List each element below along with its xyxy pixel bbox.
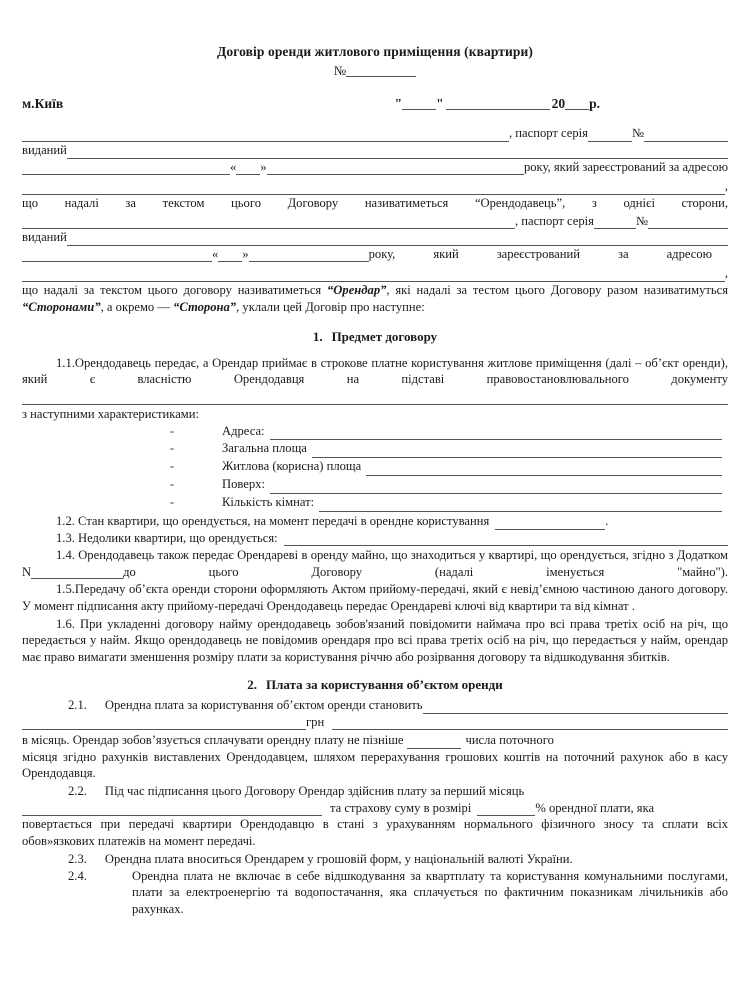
tenant-passport-series-label: , паспорт серія <box>515 213 594 228</box>
landlord-address-blank[interactable] <box>22 180 725 195</box>
number-sign-label: № <box>333 62 347 78</box>
tenant-address-blank[interactable] <box>22 267 725 282</box>
currency-label: грн <box>306 714 325 729</box>
clause-2-2-text-b: та страхову суму в розмірі <box>330 800 472 815</box>
clause-2-2-text-c: повертається при передачі квартири Орендодавцю в стані з урахуванням нормального фізичного зносу та сплати всіх обов»язкових платежів на момент передачі. <box>22 817 728 848</box>
quote-close: " <box>436 96 444 112</box>
clause-2-4-text: Орендна плата не включає в себе відшкодування за квартплату та користування комунальними послугами, плати за електроенергію та водопостачання, яка сплачується по фактичним показникам лічильників або рахунках. <box>132 868 728 916</box>
tenant-name-row <box>22 213 728 230</box>
clause-2-3-number: 2.3. <box>68 851 87 866</box>
tenant-issued-label: виданий <box>22 230 67 245</box>
landlord-issuer-blank[interactable] <box>22 163 230 175</box>
section-1-title: Предмет договору <box>331 329 438 345</box>
list-item <box>22 423 728 441</box>
tenant-sentence-pre: що надалі за текстом цього договору називатиметься <box>22 282 327 297</box>
passport-series-label: , паспорт серія <box>509 126 588 141</box>
year-blank[interactable] <box>565 109 589 110</box>
clause-2-1-line-1 <box>22 697 728 714</box>
clause-1-3-text: 1.3. Недолики квартири, що орендується: <box>56 530 278 545</box>
comma-tail: , <box>724 179 728 194</box>
char-blank-living-area[interactable] <box>366 462 722 476</box>
tenant-passport-series-blank[interactable] <box>594 217 636 229</box>
clause-1-6 <box>22 616 728 666</box>
clause-2-2-percent-blank[interactable] <box>477 804 535 816</box>
issued-label: виданий <box>22 143 67 158</box>
tenant-issued-blank[interactable] <box>67 231 728 246</box>
tenant-comma-tail: , <box>724 266 728 281</box>
tenant-issuer-blank[interactable] <box>22 250 212 262</box>
list-item <box>22 458 728 476</box>
reg-word-d: адресою <box>666 246 713 261</box>
list-item <box>22 476 728 494</box>
clause-2-2-number: 2.2. <box>68 784 87 799</box>
tenant-date-address-row <box>22 246 728 263</box>
bullet-dash: - <box>170 459 175 474</box>
tenant-month-blank[interactable] <box>249 250 369 262</box>
clause-1-4-appendix-blank[interactable] <box>31 567 123 579</box>
month-blank[interactable] <box>446 109 550 110</box>
landlord-issued-blank[interactable] <box>67 144 728 159</box>
quote-open: " <box>394 96 403 112</box>
clause-2-1-number: 2.1. <box>68 698 87 713</box>
year-suffix: р. <box>589 96 600 112</box>
landlord-month-blank[interactable] <box>267 160 524 175</box>
clause-1-2-blank[interactable] <box>495 518 605 530</box>
tenant-designation-sentence <box>22 282 728 315</box>
clause-1-5-text: 1.5.Передачу об’єкта оренди сторони оформляють Актом прийому-передачі, який є невід’ємною частиною даного договору. У момент підписання акту прийому-передачі Орендодавець передає Орендареві ключі від квартири та від кімнат . <box>22 582 728 613</box>
reg-word-b: зареєстрований <box>496 246 580 261</box>
bullet-dash: - <box>170 423 175 438</box>
tenant-day-quote-close: » <box>242 246 249 261</box>
tenant-day-blank[interactable] <box>218 250 242 262</box>
landlord-designation-sentence: що надалі за текстом цього Договору називатиметься “Орендодавець”, з однієі сторони, <box>22 195 728 210</box>
clause-2-1-text-d: місяця згідно рахунків виставлених Орендодавцем, шляхом перерахування грошових коштів на поточний рахунок або в касу Орендодавця. <box>22 749 728 781</box>
document-number-line <box>22 64 728 79</box>
tenant-sentence-post: , які надалі за тестом цього Договору <box>386 282 602 297</box>
tenant-passport-number-blank[interactable] <box>648 217 728 229</box>
char-label-address: Адреса: <box>222 423 265 438</box>
clause-1-6-text: 1.6. При укладенні договору найму орендодавець зобов'язаний повідомити наймача про всі права третіх осіб на річ, що передається у найм. Якщо орендодавець не повідомив орендаря про всі права третіх осіб на річ, що передається у найм, орендар має право вимагати зменшення розміру плати за користування річчю або розірвання договору та відшкодування збитків. <box>22 616 728 664</box>
clause-2-3-text: Орендна плата вноситься Орендарем у грошовій форм, у національній валюті України. <box>104 851 573 866</box>
characteristics-list <box>22 423 728 512</box>
clause-1-1-document-blank[interactable] <box>22 388 728 405</box>
registered-at-label: року, який зареєстрований за адресою <box>523 159 728 174</box>
clause-2-2-text-a: Під час підписання цього Договору Орендар здійснив плату за перший місяць <box>104 784 525 799</box>
year-prefix: 20 <box>551 96 566 112</box>
clause-2-2-line-2 <box>22 800 728 817</box>
chars-intro: з наступними характеристиками: <box>22 406 200 421</box>
landlord-address-row <box>22 178 728 195</box>
parties-sentence-mid: , а окремо — <box>100 299 174 314</box>
landlord-name-blank[interactable] <box>22 127 509 142</box>
clause-2-2-first-month-blank[interactable] <box>22 804 322 816</box>
parties-term-storonamy: “Сторонами” <box>22 299 101 314</box>
reg-word-a: який <box>433 246 459 261</box>
clause-1-3-blank[interactable] <box>284 531 728 546</box>
passport-number-label: № <box>631 126 644 141</box>
tenant-term-orendar: “Орендар” <box>327 282 387 297</box>
clause-1-1-text: 1.1.Орендодавець передає, а Орендар приймає в строкове платне користування житлове приміщення (далі – об’єкт оренди), який є власністю Орендодавця на підставі правовостановлювального документу <box>22 355 728 387</box>
date-group <box>395 96 600 112</box>
clause-2-3 <box>22 851 728 868</box>
char-blank-floor[interactable] <box>270 480 722 494</box>
clause-1-1 <box>22 355 728 388</box>
section-2-title: Плата за користування об’єктом оренди <box>266 677 503 693</box>
section-1-number: 1. <box>312 329 323 345</box>
clause-2-1-line-3 <box>22 732 728 749</box>
clause-1-4-text-b: до цього Договору (надалі іменується "майно"). <box>123 564 728 579</box>
list-item <box>22 494 728 512</box>
clause-2-1-amount-words-blank[interactable] <box>22 718 306 730</box>
landlord-day-blank[interactable] <box>236 163 260 175</box>
bullet-dash: - <box>170 477 175 492</box>
bullet-dash: - <box>170 441 175 456</box>
clause-2-1-text-a: Орендна плата за користування об’єктом оренди становить <box>104 698 423 713</box>
parties-term-storona: “Сторона” <box>173 299 237 314</box>
char-label-floor: Поверх: <box>222 477 265 492</box>
parties-sentence-pre: разом називатимуться <box>607 282 728 297</box>
document-number-blank[interactable] <box>346 76 416 77</box>
char-label-living-area: Житлова (корисна) площа <box>222 459 362 474</box>
bullet-dash: - <box>170 495 175 510</box>
landlord-name-row <box>22 125 728 142</box>
clause-2-1-line-2 <box>22 714 728 731</box>
clause-2-1-text-b: в місяць. Орендар зобов’язується сплачувати орендну плату не пізніше <box>22 733 404 748</box>
parties-sentence-post: , уклали цей Договір про наступне: <box>236 299 425 314</box>
section-2-number: 2. <box>247 677 258 693</box>
tenant-issued-row <box>22 229 728 246</box>
tenant-name-blank[interactable] <box>22 214 515 229</box>
section-2-heading <box>22 677 728 693</box>
tenant-passport-number-label: № <box>635 213 648 228</box>
clause-2-1-text-c: числа поточного <box>465 733 554 748</box>
day-quote-open: « <box>230 159 237 174</box>
clause-2-2-percent-text: % орендної плати, яка <box>535 800 655 815</box>
landlord-issued-row <box>22 142 728 159</box>
landlord-passport-series-blank[interactable] <box>588 130 632 142</box>
clause-1-4 <box>22 547 728 580</box>
char-blank-address[interactable] <box>270 426 722 440</box>
clause-1-5 <box>22 581 728 614</box>
clause-2-2-line-1 <box>22 783 728 800</box>
landlord-date-address-row <box>22 159 728 176</box>
clause-1-2-text: 1.2. Стан квартири, що орендується, на момент передачі в орендне користування <box>56 513 490 528</box>
day-quote-close: » <box>260 159 267 174</box>
reg-word-c: за <box>618 246 629 261</box>
clause-2-1-extra-blank[interactable] <box>332 715 728 730</box>
clause-2-4-number: 2.4. <box>68 869 87 884</box>
char-blank-total-area[interactable] <box>312 444 722 458</box>
clause-2-1-amount-blank[interactable] <box>423 699 728 714</box>
section-1-heading <box>22 329 728 345</box>
clause-1-3 <box>22 530 728 547</box>
clause-1-2: 1.2. Стан квартири, що орендується, на момент передачі в орендне користування . <box>56 513 609 528</box>
city-label: м.Київ <box>22 96 64 112</box>
tenant-year-word: року, <box>368 246 396 261</box>
char-label-rooms: Кількість кімнат: <box>222 495 315 510</box>
clause-1-4-text-a: 1.4. Орендодавець також передає Орендареві в оренду майно, що знаходиться у квартирі, що орендується, згідно з Додатком N <box>22 548 728 579</box>
page-title: Договір оренди житлового приміщення (квартири) <box>217 44 533 59</box>
day-blank[interactable] <box>402 109 436 110</box>
clause-2-1-day-blank[interactable] <box>407 737 461 749</box>
landlord-passport-number-blank[interactable] <box>644 130 728 142</box>
tenant-address-row <box>22 265 728 282</box>
char-blank-rooms[interactable] <box>319 498 722 512</box>
char-label-total-area: Загальна площа <box>222 441 307 456</box>
list-item <box>22 440 728 458</box>
tenant-day-quote-open: « <box>212 246 219 261</box>
city-date-row <box>22 96 728 112</box>
